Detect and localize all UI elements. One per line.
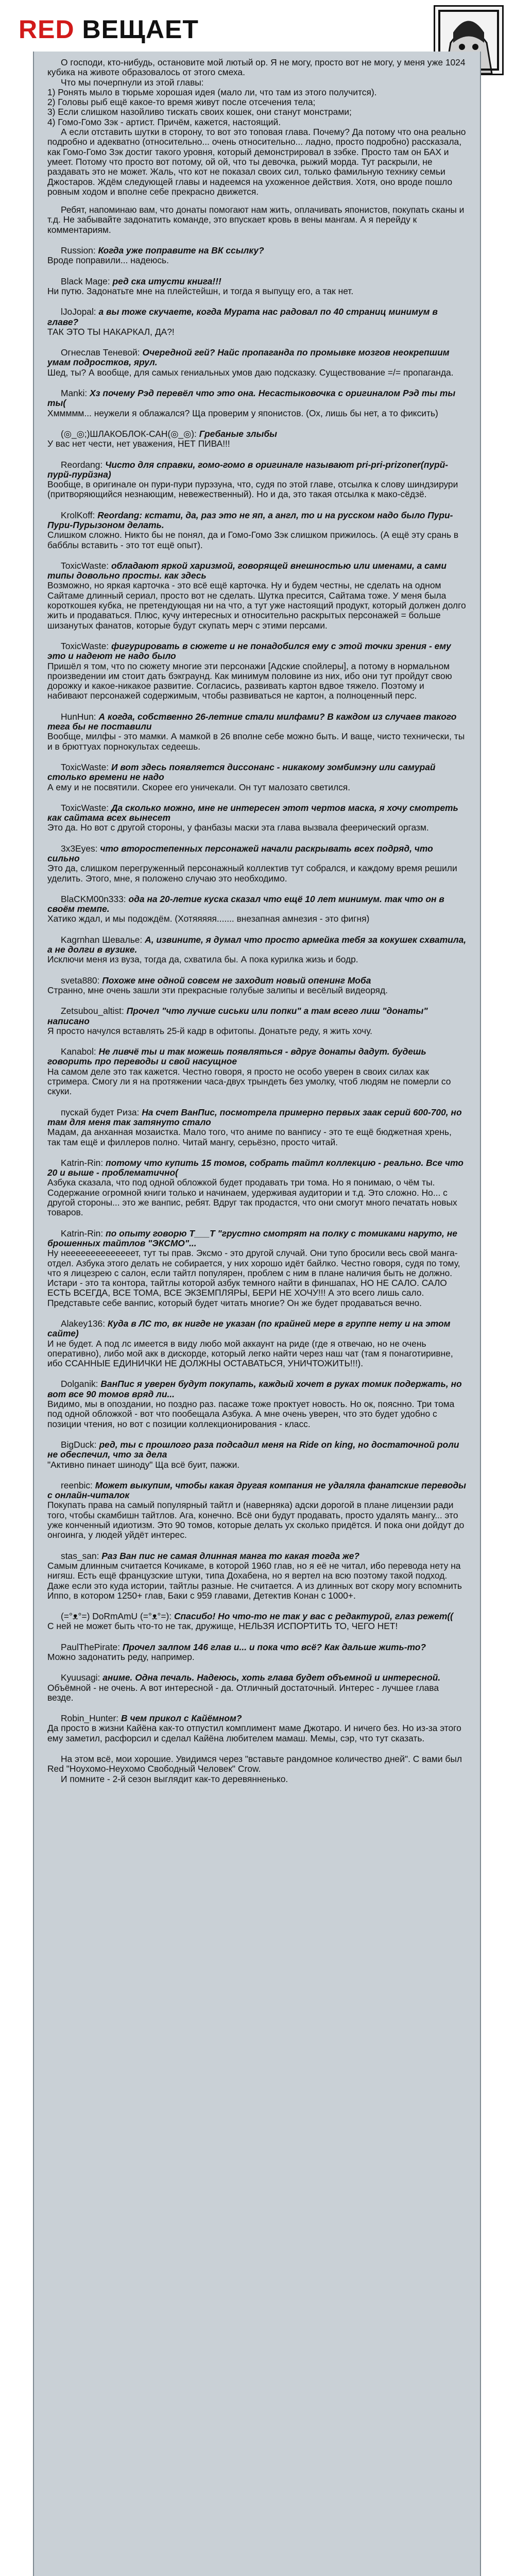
comment-question: Хз почему Рэд перевёл что это она. Несастыковочка с оригиналом Рэд ты ты ты(: [47, 388, 456, 409]
comment-question: ред ска итусти книга!!!: [112, 276, 221, 286]
comment-author: Manki:: [61, 388, 88, 399]
comment-answer: Азбука сказала, что под одной обложкой будет продавать три тома. Но я понимаю, о чём ты. Содержание огромной книги только и начинаем, удерживая аудитории и т.д. Это сложно. Но... с другой стороны... это же ванпис, ребят. Вдруг так продастся, что они смогут много печатать новых товаров.: [47, 1177, 457, 1218]
comments-list: [47, 246, 467, 1743]
comment-author: Robin_Hunter:: [61, 1713, 119, 1724]
comment-answer: Пришёл я том, что по сюжету многие эти персонажи [Адские спойлеры], а потому в нормальном произведении им стоит дать бэкграунд. Как минимум половине из них, ибо они тут пройдут свою дорожку и какое-никакое развитие. Согласись, развивать картон вдвое тяжело. Поэтому и набивают персонажей содержимым, чтобы развиваться не картон, а полноценный перс.: [47, 660, 452, 701]
comment-author: ToxicWaste:: [61, 560, 109, 571]
comment-item: [47, 1108, 467, 1147]
comment-question: ВанПис я уверен будут покупать, каждый хочет в руках томик подержать, но вот все 90 томов вряд ли...: [47, 1379, 462, 1399]
outro-paragraph: И помните - 2-й сезон выглядит как-то деревянненько.: [61, 1773, 288, 1784]
comment-author: (=°ᴥ°=) DoRmAmU (=°ᴥ°=):: [61, 1611, 172, 1622]
comment-item: [47, 712, 467, 752]
comment-author: 3x3Eyes:: [61, 843, 98, 854]
comment-answer: "Активно пинает шиноду" Ща всё буит, пажжи.: [47, 1459, 240, 1470]
comment-question: а вы тоже скучаете, когда Мурата нас радовал по 40 страниц минимум в главе?: [47, 307, 438, 327]
comment-question: Когда уже поправите на ВК ссылку?: [98, 245, 264, 256]
comment-item: [47, 277, 467, 297]
comment-answer: У вас нет чести, нет уважения, НЕТ ПИВА!!!: [47, 438, 230, 449]
comment-answer: Покупать права на самый популярный тайтл и (наверняка) адски дорогой в плане лицензии ради того, чтобы скамбишн тайтлов. Ага, конечно. Всё они будут продавать, просто удалять мангу... это уже конченный идиотизм. Это 90 томов, которые делать ух сколько придётся. И пока они дойдут до онгоинга, у людей уйдёт интерес.: [47, 1500, 465, 1540]
comment-item: [47, 1158, 467, 1218]
comment-question: аниме. Одна печаль. Надеюсь, хоть глава будет объемной и интересной.: [102, 1672, 441, 1683]
comment-author: stas_san:: [61, 1550, 99, 1561]
site-logo: [19, 14, 199, 44]
comment-question: Reordang: кстати, да, раз это не яп, а англ, то и на русском надо было Пури-Пури-Пурызоном делать.: [47, 510, 453, 530]
comment-item: [47, 1006, 467, 1036]
comment-question: Прочел "что лучше сиськи или попки" а там всего лиш "донаты" написано: [47, 1006, 428, 1026]
comment-question: Очередной гей? Найс пропаганда по промывке мозгов неокрепшим умам подростков, ярул.: [47, 347, 450, 368]
comment-item: [47, 1229, 467, 1308]
intro-section: [47, 58, 467, 235]
comment-answer: Шед, ты? А вообще, для самых гениальных умов даю подсказку. Существование =/= пропаганда.: [47, 367, 454, 378]
comment-author: Alakey136:: [61, 1318, 106, 1329]
logo-red-text: RED: [19, 15, 75, 44]
comment-item: [47, 388, 467, 418]
list-item: 2) Головы рыб ещё какое-то время живут после отсечения тела;: [47, 97, 316, 108]
comment-answer: Возможно, но яркая карточка - это всё ещё карточка. Ну и будем честны, не сделать на одном Сайтаме длинный сериал, просто вот не сделать. Шутка пресится, Сайтама тоже. У меня была короткошея кубка, не претендующая ни на что, а тут уже настоящий продукт, который должен долго жить и продаваться. Плюс, кучу интересных и относительно раскрытых персонажей = больше шизанутых фанатов, которые будут скупать мерч с этими персами.: [47, 580, 466, 631]
comment-author: пускай будет Риза:: [61, 1107, 140, 1117]
comment-answer: Это да, слишком перегруженный персонажный коллектив тут собрался, и каждому время решили уделить. Этого, мне, я положено случаю это необходимо.: [47, 863, 457, 884]
comment-question: Раз Ван пис не самая длинная манга то какая тогда же?: [101, 1550, 360, 1561]
comment-question: А когда, собственно 26-летние стали милфами? В каждом из случаев такого тега бы не поставили: [47, 711, 457, 732]
comment-author: ToxicWaste:: [61, 640, 109, 651]
comment-question: Да сколько можно, мне не интересен этот чертов маска, я хочу смотреть как сайтама всех вынесет: [47, 802, 458, 823]
comment-answer: Слишком сложно. Никто бы не понял, да и Гомо-Гомо Зэк слишком прижилось. (А ещё эту срань в бабблы вставить - это тот ещё опыт).: [47, 530, 459, 550]
comment-item: [47, 641, 467, 701]
comment-answer: Странно, мне очень зашли эти прекрасные голубые залипы и весёлый видеоряд.: [47, 985, 388, 995]
comment-item: [47, 976, 467, 996]
comment-answer: А ему и не посвятили. Скорее его уничекали. Он тут малозато светился.: [47, 782, 351, 792]
comment-question: ода на 20-летие куска сказал что ещё 10 лет минимум. так что он в своём темпе.: [47, 893, 444, 914]
comment-question: что второстепенных персонажей начали раскрывать всех подряд, что сильно: [47, 843, 433, 863]
comment-answer: Это да. Но вот с другой стороны, у фанбазы маски эта глава вызвала феерический оргазм.: [47, 822, 429, 833]
comment-author: BigDuck:: [61, 1439, 97, 1450]
comment-author: Kagrnhan Шевалье:: [61, 934, 143, 945]
comment-item: [47, 307, 467, 337]
comment-question: по опыту говорю Т___Т "грустно смотрят на полку с томиками наруто, не брошенных тайтлов "ЭКСМО"...: [47, 1228, 457, 1248]
outro-paragraph: На этом всё, мои хорошие. Увидимся через "вставьте рандомное количество дней". С вами был Red "Ноухомо-Неухомо Свободный Человек" Crow.: [47, 1754, 462, 1774]
comment-answer: Ну неееееееееееееет, тут ты прав. Эксмо - это другой случай. Они тупо бросили весь свой манга-отдел. Азбука этого делать не собирается, у них хорошо идёт байлко. Честно говоря, судя по тому, что я лицезрею с салон, если тайтл популярен, проблем с ним в плане наличия быть не должно. Истари - это та контора, тайтлы которой азбук темного найти в финшапах, НО НЕ САЛО. САЛО ЕСТЬ ВСЕГДА, ВСЕ ТОМА, ВСЕ ЭКЗЕМПЛЯРЫ, БЕРИ НЕ ХОЧУ!!! А это всего лишь сало. Представьте себе ванпис, который будет читать многие? Он же будет продаваться вечно.: [47, 1248, 460, 1308]
comment-item: [47, 1047, 467, 1096]
comment-item: [47, 935, 467, 965]
comment-item: [47, 1481, 467, 1540]
comment-author: BlaCKM00n333:: [61, 893, 126, 904]
intro-paragraph: А если отставить шутки в сторону, то вот это топовая глава. Почему? Да потому что она реально подробно и адекватно (относительно... очень относительно... ладно, просто подробно) рассказала, как Гомо-Гомо Зэк достиг такого уровня, который демонстрировал в зэбке. Просто там он БАХ и умеет. Потому что просто вот потому, ой ой, что ты девочка, рыжий морда. Тут раскрыли, не раздавать это не может. Жаль, что кот не показал своих сил, только фамильную технику семьи Джостаров. Ждём следующей главы и надеемся на ухоженное действия. Хотя, оно вроде пошло ровным ходом и вполне себе прекрасно движется.: [47, 127, 466, 197]
comment-answer: Вообще, милфы - это мамки. А мамкой в 26 вполне себе можно быть. И ваще, чисто технически, ты и в брюттуах порнокультах седеешь.: [47, 731, 465, 752]
comment-item: [47, 1379, 467, 1429]
comment-author: Kyuusagi:: [61, 1672, 100, 1683]
intro-paragraph: О господи, кто-нибудь, остановите мой лютый ор. Я не могу, просто вот не могу, у меня уже 1024 кубика на животе образовалось от этого смеха.: [47, 57, 466, 78]
comment-answer: Я просто начулся вставлять 25-й кадр в офитопы. Донатьте реду, я жить хочу.: [47, 1025, 372, 1036]
comment-author: Black Mage:: [61, 276, 110, 286]
comment-item: [47, 894, 467, 924]
list-item: 3) Если слишком назойливо тискать своих кошек, они станут монстрами;: [47, 107, 352, 117]
comment-answer: Хммммм... неужели я облажался? Ща проверим у японистов. (Ох, лишь бы нет, а то фиксить): [47, 408, 438, 418]
comment-author: KrolKoff:: [61, 510, 95, 520]
comment-author: ToxicWaste:: [61, 761, 109, 772]
comment-author: Russion:: [61, 245, 96, 256]
comment-question: Куда в ЛС то, вк нигде не указан (по крайней мере в группе нету и на этом сайте): [47, 1318, 451, 1339]
logo-rest-text: ВЕЩАЕТ: [74, 15, 199, 44]
comment-answer: Ни путю. Задонатьте мне на плейстейшн, и тогда я выпущу его, а так нет.: [47, 285, 354, 296]
comment-item: [47, 1440, 467, 1470]
comment-item: [47, 803, 467, 833]
comment-item: [47, 1319, 467, 1368]
comment-question: Похоже мне одной совсем не заходит новый опенинг Моба: [102, 975, 371, 986]
comment-question: Спасибо! Но что-то не так у вас с редактурой, глаз режет((: [174, 1611, 453, 1622]
comment-answer: Видимо, мы в опоздании, но поздно раз. пасаже тоже проктует новость. Но ок, пояснно. Три тома под одной обложкой - вот что пообещала Азбука. А мне очень уверен, что это будет удобно с позиции чтения, но вот с позиции коллекционирования - класс.: [47, 1399, 455, 1429]
comment-author: reenbic:: [61, 1480, 93, 1490]
comment-author: Katrin-Rin:: [61, 1157, 104, 1168]
comment-answer: Можно задонатить реду, например.: [47, 1652, 195, 1662]
comment-question: На счет ВанПис, посмотрела примерно первых заак серий 600-700, но там для меня так затянуто стало: [47, 1107, 462, 1127]
comment-author: Reordang:: [61, 459, 103, 470]
comment-answer: И не будет. А под лс имеется в виду любо мой аккаунт на риде (где я отвечаю, но не очень оперативно), либо мой акк в дискорде, который легко найти через наш чат (там я понаготиривне, ибо ССАННЫЕ ЕДИНИЧКИ НЕ ДОЛЖНЫ ОСТАВАТЬСЯ, УНИЧТОЖИТЬ!!!).: [47, 1338, 453, 1369]
comment-answer: Хатико ждал, и мы подождём. (Хотяяяяя....... внезапная амнезия - это фигня): [47, 913, 370, 924]
comment-answer: Самым длинным считается Кочикаме, в которой 1960 глав, но я её не читал, ибо перевода нету на нигяш. Есть ещё французские штуки, типа Дохабена, но я вертел на всю поэтому такой подход. Даже если это куда истории, тайтлы разные. Не считается. А из длинных вот скору могу вспомнить Иппо, в котором 1250+ глав, Баки с 959 главами, Детектив Конан с 1000+.: [47, 1560, 462, 1601]
comment-author: Katrin-Rin:: [61, 1228, 104, 1239]
comment-answer: ТАК ЭТО ТЫ НАКАРКАЛ, ДА?!: [47, 326, 175, 337]
comment-question: фигурировать в сюжете и не понадобился ему с этой точки зрения - ему это и надеют не надо было: [47, 640, 451, 662]
comment-author: Kanabol:: [61, 1046, 96, 1057]
comment-item: [47, 1714, 467, 1743]
comment-question: Может выкупим, чтобы какая другая компания не удаляла фанатские переводы с онлайн-читалок: [47, 1480, 466, 1501]
comment-item: [47, 246, 467, 266]
comment-item: [47, 844, 467, 884]
comment-author: Dolganik:: [61, 1379, 98, 1389]
comment-item: [47, 1551, 467, 1601]
comment-item: [47, 511, 467, 550]
comment-answer: Вроде поправили... надеюсь.: [47, 255, 169, 266]
comment-question: Прочел залпом 146 глав и... и пока что всё? Как дальше жить-то?: [122, 1641, 426, 1652]
comment-question: В чем прикол с Кайёмном?: [121, 1713, 242, 1724]
comment-item: [47, 1612, 467, 1632]
comment-question: ред, ты с прошлого раза подсадил меня на Ride on king, но достаточной роли не обеспечил, что за дела: [47, 1439, 459, 1460]
comment-item: [47, 429, 467, 449]
comment-author: PaulThePirate:: [61, 1641, 121, 1652]
comment-author: Zetsubou_altist:: [61, 1006, 124, 1016]
list-item: 1) Ронять мыло в тюрьме хорошая идея (мало ли, что там из этого получится).: [47, 87, 377, 97]
comment-author: Огнеслав Теневой:: [61, 347, 140, 358]
comment-question: обладают яркой харизмой, говорящей внешностью или именами, а сами типы довольно просты. как здесь: [47, 560, 447, 581]
comment-item: [47, 762, 467, 792]
comment-item: [47, 1642, 467, 1663]
comment-item: [47, 1673, 467, 1703]
comment-answer: Исключи меня из вуза, тогда да, схватила бы. А пока курилка жизь и бодр.: [47, 954, 358, 965]
comment-answer: Мадам, да анханная мозаистка. Мало того, что аниме по ванпису - это те ещё бюджетная хрень, так там ещё и филлеров полно. Читай мангу, серьёзно, просто читай.: [47, 1127, 452, 1147]
comment-author: HunHun:: [61, 711, 96, 722]
list-title: Что мы почерпнули из этой главы:: [61, 77, 204, 88]
comment-author: (◎_◎;)ШЛАКОБЛОК-САН(◎_◎):: [61, 428, 197, 439]
comment-answer: Вообще, в оригинале он пури-пури пурэзуна, что, судя по этой главе, отсылка к слову шиндзирури (притворяющийся незнающим, невежественный). Но и да, это такая отсылка к мако-сёдзё.: [47, 479, 458, 500]
comment-item: [47, 460, 467, 500]
comment-author: lJoJopal:: [61, 307, 96, 317]
comment-author: ToxicWaste:: [61, 802, 109, 813]
comment-answer: Да просто в жизни Кайёна как-то отпустил комплимент маме Джотаро. И ничего без. Но из-за этого ему заметил, расфорсил и сделал Кайёна любителем мамаш. Мемы, сэр, что тут сказать.: [47, 1723, 461, 1743]
comment-answer: На самом деле это так кажется. Честно говоря, я просто не особо уверен в своих силах как стримера. Смогу ли я на протяжении часа-двух трындеть без умолку, чтоб людям не померли со скуки.: [47, 1066, 451, 1097]
comment-question: И вот здесь появляется диссонанс - никакому зомбимэну или самурай столько времени не надо: [47, 761, 436, 783]
comment-question: Не ливчё ты и так можешь появляться - вдруг донаты дадут. будешь говорить про переводы и свой насущное: [47, 1046, 426, 1067]
comment-item: [47, 348, 467, 378]
comment-question: Гребаные злыбы: [199, 428, 277, 439]
comment-question: Чисто для справки, гомо-гомо в оригинале называют pri-pri-prizoner(пурй-пурй-пурйзна): [47, 459, 449, 480]
list-item: 4) Гомо-Гомо Зэк - артист. Причём, кажется, настоящий.: [47, 116, 281, 127]
intro-paragraph: Ребят, напоминаю вам, что донаты помогают нам жить, оплачивать японистов, покупать сканы и т.д. Не забывайте задонатить команде, это впускает кровь в вены мангам. А я перейду к комментариям.: [47, 205, 465, 235]
comment-item: [47, 561, 467, 631]
comment-answer: С ней не может быть что-то не так, дружище, НЕЛЬЗЯ ИСПОРТИТЬ ТО, ЧЕГО НЕТ!: [47, 1621, 398, 1632]
content-panel: [33, 52, 481, 2576]
comment-question: А, извините, я думал что просто армейка тебя за кокушек схватила, а не долги в вузике.: [47, 934, 467, 955]
comment-question: потому что купить 15 томов, собрать тайтл коллекцию - реально. Все что 20 и выше - проблематично(: [47, 1157, 464, 1178]
comment-answer: Объёмной - не очень. А вот интересной - да. Отличный достаточный. Интерес - лучшее глава везде.: [47, 1682, 439, 1703]
comment-author: sveta880:: [61, 975, 100, 986]
